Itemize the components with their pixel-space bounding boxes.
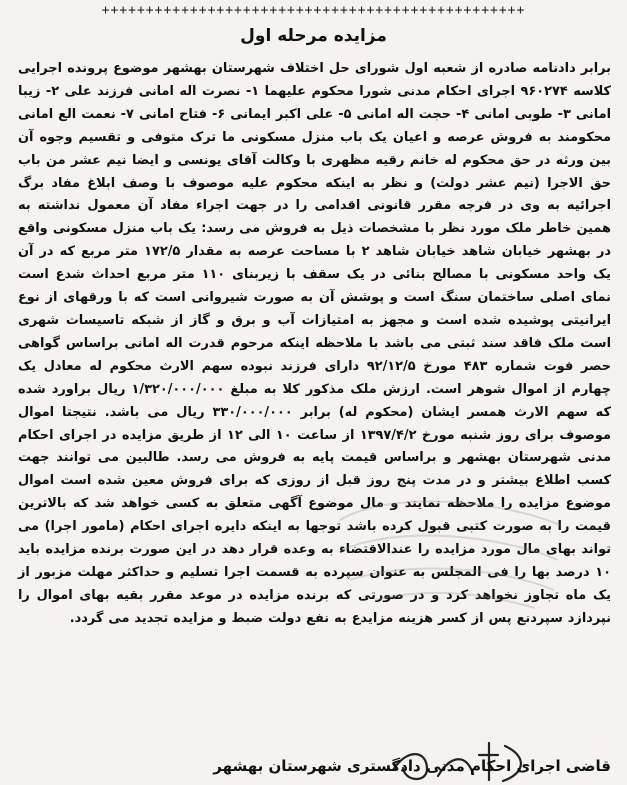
page-title: مزایده مرحله اول (240, 26, 387, 46)
auction-notice-body: برابر دادنامه صادره از شعبه اول شورای حل اختلاف شهرستان بهشهر موضوع پرونده اجرایی کلاسه ۹۶۰۲۷۴ اجرای احکام مدنی شورا محکوم علیهما ۱- نصرت اله امانی فرزند علی ۲- زیبا امانی ۳- طوبی امانی ۴- حجت اله امانی ۵- علی اکبر ایمانی ۶- فتاح امانی ۷- نعمت الع امانی محکومند به فروش عرصه و اعیان یک باب منزل مسکونی ما ترک متوفی و تقسیم وجوه آن بین ورثه در حق محکوم له خانم رقیه مظهری با وکالت آقای یونسی و ایضا نیم عشر من باب حق الاجرا (نیم عشر دولت) و نظر به اینکه محکوم علیه موصوف با وصف ابلاغ مفاد برگ اجرائیه به وی در فرجه مقرر قانونی اقدامی را در جهت اجراء مفاد آن معمول نداشته به همین خاطر ملک مورد نظر با مشخصات ذیل به فروش می رسد: یک باب منزل مسکونی واقع در بهشهر خیابان شاهد خیابان شاهد ۲ با مساحت عرصه به مقدار ۱۷۲/۵ متر مربع که در آن یک واحد مسکونی با مصالح بنائی در یک سقف با زیربنای ۱۱۰ متر مربع احداث شدع است نمای اصلی ساختمان سنگ است و پوشش آن به صورت شیروانی است که با ورقهای از نوع ایرانیتی پوشیده شده است و مجهز به امتیازات آب و برق و گاز از شبکه تاسیسات شهری است ملک فاقد سند ثبتی می باشد با ملاحظه اینکه مرحوم قدرت اله امانی براساس گواهی حصر فوت شماره ۴۸۳ مورخ ۹۲/۱۲/۵ دارای فرزند نبوده سهم الارث محکوم له معادل یک چهارم از اموال شوهر است. ارزش ملک مذکور کلا به مبلغ ۱/۳۲۰/۰۰۰/۰۰۰ ریال براورد شده که سهم الارث همسر ایشان (محکوم له) برابر ۳۳۰/۰۰۰/۰۰۰ ریال می باشد. نتیجتا اموال موصوف برای روز شنبه مورخ ۱۳۹۷/۴/۲ از ساعت ۱۰ الی ۱۲ از طریق مزایده در اجرای احکام مدنی شهرستان بهشهر و براساس قیمت پایه به فروش می رسد. طالبین می توانند جهت کسب اطلاع بیشتر و در مدت پنج روز قبل از روزی که برای فروش معین شده است اموال موضوع مزایده را ملاحظه نمایند و مال موضوع آگهی متعلق به کسی خواهد شد که بالاترین قیمت را به صورت کتبی قبول کرده باشد توجها به اینکه دایره اجرای احکام (مامور اجرا) می تواند بهای مال مورد مزایده را عندالاقتضاء به وعده قرار دهد در این صورت برنده مزایده باید ۱۰ درصد بها را فی المجلس به عنوان سپرده به قسمت اجرا تسلیم و حداکثر مهلت مزبور از یک ماه تجاوز نخواهد کرد و در صورتی که برنده مزایده در موعد مقرر بقیه بهای اموال را نپردازد سپردنع پس از کسر هزینه مزایدع به نفع دولت ضبط و مزایده تجدید می گردد. (18, 61, 612, 626)
top-border: ++++++++++++++++++++++++++++++++++++++++++++++++ (101, 4, 526, 18)
judge-signature-line: قاضی اجرای احکام مدنی دادگستری شهرستان بهشهر (213, 757, 611, 775)
